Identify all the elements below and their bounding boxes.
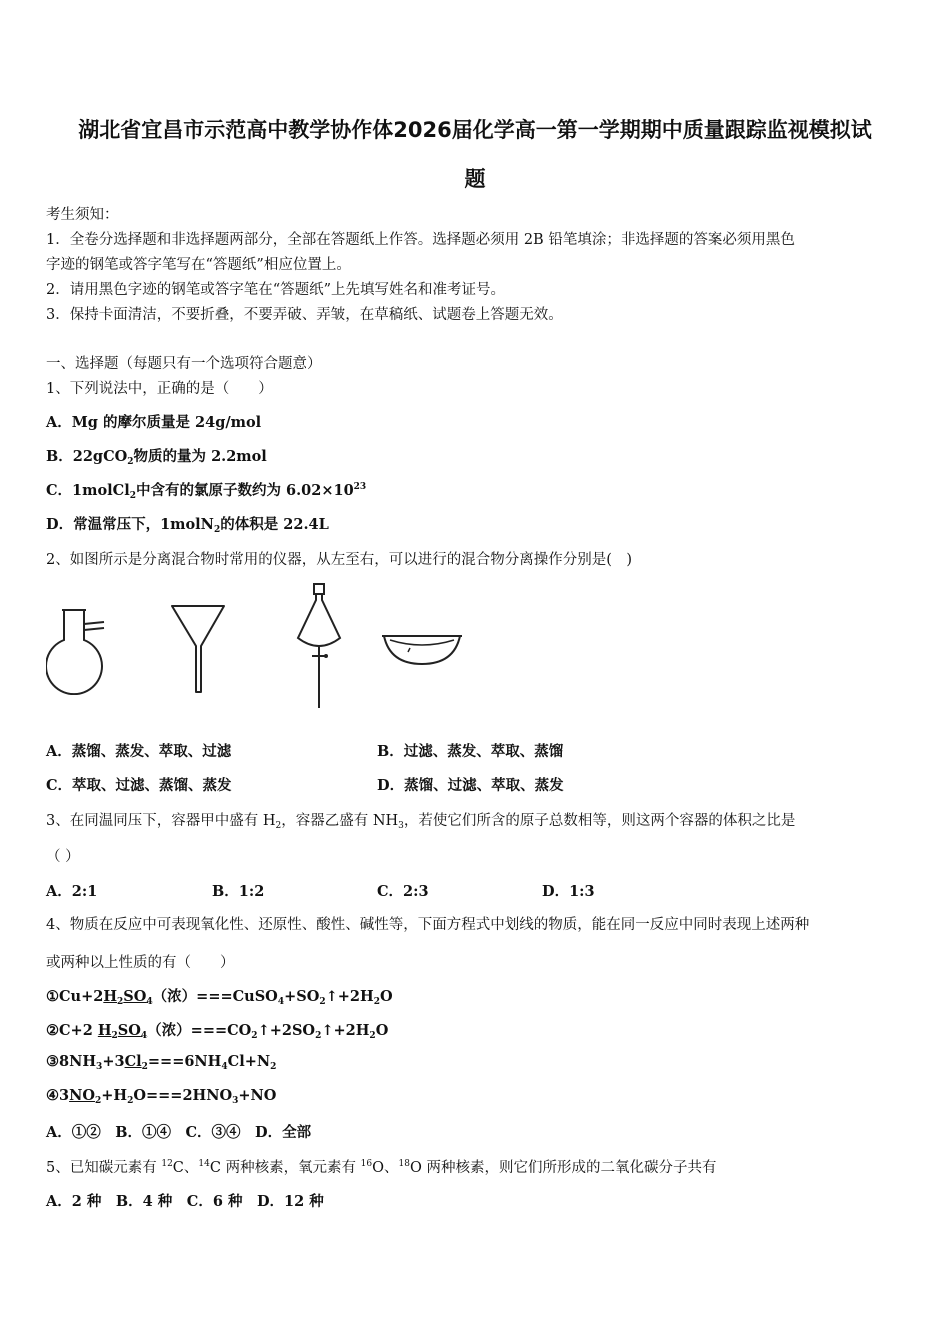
q4-reaction-2: ②C+2 $H_2SO_4$（浓）$===CO_2↑+2SO_2↑+2H_2O$ bbox=[46, 1022, 389, 1041]
distillation-flask-icon bbox=[46, 600, 116, 695]
q5-stem: 5、已知碳元素有 $^{12}$C、$^{14}$C 两种核素，氧元素有 $^{16}$O、$^{18}$O 两种核素，则它们所形成的二氧化碳分子共有 bbox=[46, 1159, 717, 1176]
q2-option-b: B．过滤、蒸发、萃取、蒸馏 bbox=[377, 743, 564, 760]
q4-reaction-4: $④3NO_2+H_2O===2HNO_3+NO$ bbox=[46, 1087, 277, 1106]
evaporating-dish-icon bbox=[380, 628, 464, 668]
q4-stem: 4、物质在反应中可表现氧化性、还原性、酸性、碱性等，下面方程式中划线的物质，能在同一反应中同时表现上述两种 bbox=[46, 917, 810, 933]
notice-item-1-cont: 字迹的钢笔或答字笔写在“答题纸”相应位置上。 bbox=[46, 257, 351, 273]
q4-reaction-1: $①Cu+2H_2SO_4$（浓）$===CuSO_4+SO_2↑+2H_2O$ bbox=[46, 988, 393, 1007]
page-title: 湖北省宜昌市示范高中教学协作体2026届化学高一第一学期期中质量跟踪监视模拟试 bbox=[78, 118, 872, 142]
q4-options: A．①② B．①④ C．③④ D．全部 bbox=[46, 1124, 312, 1141]
q4-stem-cont: 或两种以上性质的有（ ） bbox=[46, 955, 235, 971]
q1-option-a: A．Mg 的摩尔质量是 24g/mol bbox=[46, 414, 262, 431]
q1-option-d: D．常温常压下，1molN$_2$的体积是 22.4L bbox=[46, 516, 329, 535]
page-title-continued: 题 bbox=[464, 167, 486, 191]
q3-option-c: C．2:3 bbox=[377, 883, 429, 900]
q2-stem: 2、如图所示是分离混合物时常用的仪器，从左至右，可以进行的混合物分离操作分别是( ) bbox=[46, 552, 633, 568]
q4-reaction-3: $③8NH_3+3Cl_2===6NH_4Cl+N_2$ bbox=[46, 1053, 277, 1072]
q1-option-b: B．22gCO$_2$物质的量为 2.2mol bbox=[46, 448, 267, 467]
notice-item-3: 3．保持卡面清洁，不要折叠，不要弄破、弄皱，在草稿纸、试题卷上答题无效。 bbox=[46, 307, 563, 323]
q1-option-c: C．1molCl$_2$中含有的氯原子数约为 $6.02\times 10^{23}$ bbox=[46, 482, 367, 501]
q3-stem-paren: （ ） bbox=[46, 849, 80, 865]
section-heading: 一、选择题（每题只有一个选项符合题意） bbox=[46, 356, 322, 372]
q3-option-a: A．2:1 bbox=[46, 883, 98, 900]
notice-item-1: 1．全卷分选择题和非选择题两部分，全部在答题纸上作答。选择题必须用 2B 铅笔填涂；非选择题的答案必须用黑色 bbox=[46, 232, 795, 248]
q1-stem: 1、下列说法中，正确的是（ ） bbox=[46, 381, 273, 397]
q3-option-d: D．1:3 bbox=[542, 883, 595, 900]
q5-options: A．2 种 B．4 种 C．6 种 D．12 种 bbox=[46, 1193, 324, 1210]
q2-option-d: D．蒸馏、过滤、萃取、蒸发 bbox=[377, 777, 564, 794]
q3-option-b: B．1:2 bbox=[212, 883, 265, 900]
q3-stem: 3、在同温同压下，容器甲中盛有 $H_2$，容器乙盛有 $NH_3$，若使它们所含的原子总数相等，则这两个容器的体积之比是 bbox=[46, 813, 796, 831]
notice-item-2: 2．请用黑色字迹的钢笔或答字笔在“答题纸”上先填写姓名和准考证号。 bbox=[46, 282, 506, 298]
notice-heading: 考生须知： bbox=[46, 207, 119, 223]
q2-option-c: C．萃取、过滤、蒸馏、蒸发 bbox=[46, 777, 232, 794]
q2-option-a: A．蒸馏、蒸发、萃取、过滤 bbox=[46, 743, 232, 760]
funnel-icon bbox=[168, 602, 228, 697]
separatory-funnel-icon bbox=[290, 582, 350, 712]
